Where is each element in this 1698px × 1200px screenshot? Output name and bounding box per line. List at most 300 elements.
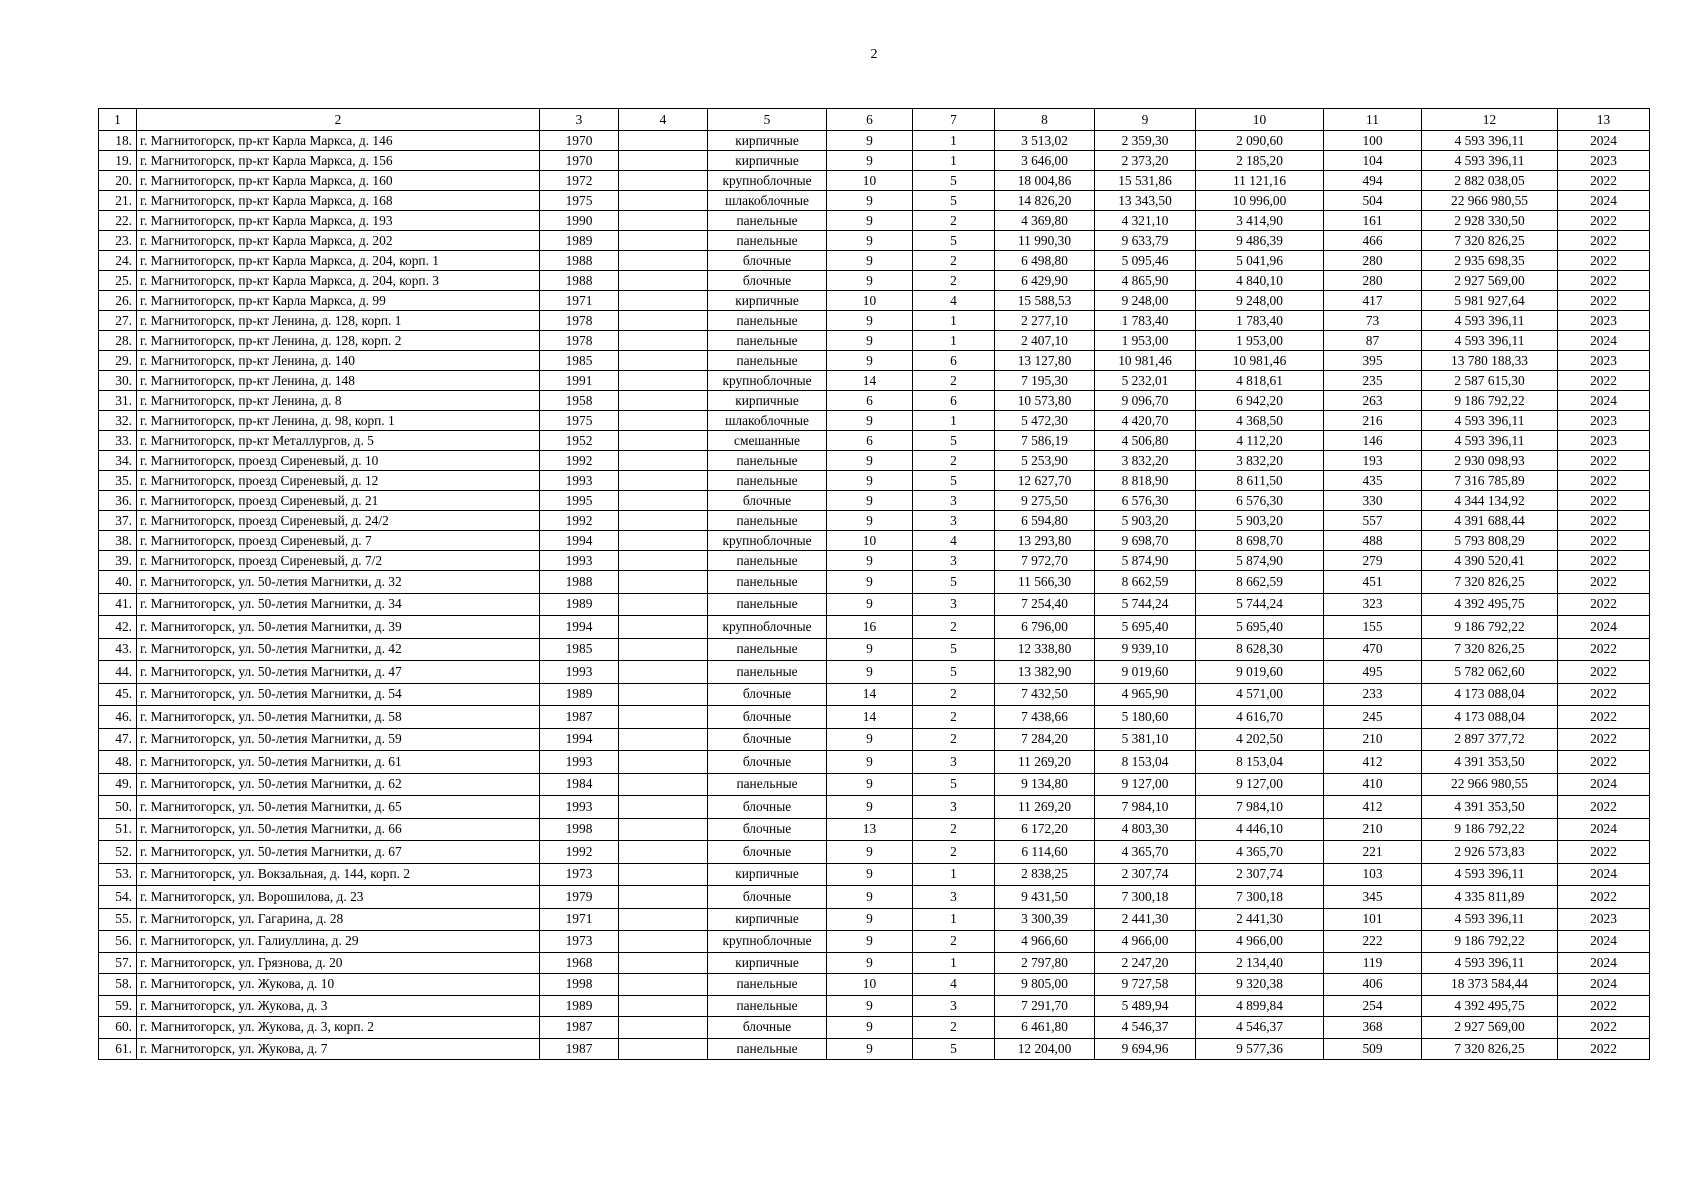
cell-residents: 470 bbox=[1324, 638, 1422, 661]
cell-entrances: 5 bbox=[913, 638, 995, 661]
cell-total-area: 7 284,20 bbox=[995, 728, 1095, 751]
cell-build-year: 1987 bbox=[540, 1017, 619, 1039]
cell-cost: 4 392 495,75 bbox=[1422, 995, 1558, 1017]
cell-wall-material: крупноблочные bbox=[708, 371, 827, 391]
cell-row-number: 55. bbox=[99, 908, 137, 931]
cell-cost: 2 927 569,00 bbox=[1422, 1017, 1558, 1039]
cell-total-area: 9 134,80 bbox=[995, 773, 1095, 796]
table-row bbox=[99, 471, 1650, 491]
cell-residents: 509 bbox=[1324, 1038, 1422, 1060]
cell-floors: 9 bbox=[827, 251, 913, 271]
cell-floors: 9 bbox=[827, 1017, 913, 1039]
table-row bbox=[99, 431, 1650, 451]
cell-address: г. Магнитогорск, пр-кт Карла Маркса, д. 156 bbox=[137, 151, 540, 171]
cell-build-year: 1992 bbox=[540, 511, 619, 531]
cell-cost: 18 373 584,44 bbox=[1422, 974, 1558, 996]
cell-repair-year: 2022 bbox=[1558, 661, 1650, 684]
cell-cost: 4 390 520,41 bbox=[1422, 551, 1558, 571]
cell-row-number: 26. bbox=[99, 291, 137, 311]
cell-address: г. Магнитогорск, ул. 50-летия Магнитки, д. 47 bbox=[137, 661, 540, 684]
cell-residents: 488 bbox=[1324, 531, 1422, 551]
cell-residents: 494 bbox=[1324, 171, 1422, 191]
cell-build-year: 1975 bbox=[540, 411, 619, 431]
cell-entrances: 4 bbox=[913, 291, 995, 311]
cell-cost: 22 966 980,55 bbox=[1422, 773, 1558, 796]
cell-floors: 9 bbox=[827, 191, 913, 211]
table-row bbox=[99, 706, 1650, 729]
cell-floors: 9 bbox=[827, 908, 913, 931]
cell-entrances: 1 bbox=[913, 311, 995, 331]
cell-area-col-9: 6 576,30 bbox=[1095, 491, 1196, 511]
cell-wall-material: крупноблочные bbox=[708, 616, 827, 639]
cell-wall-material: панельные bbox=[708, 661, 827, 684]
table-row bbox=[99, 231, 1650, 251]
cell-entrances: 5 bbox=[913, 431, 995, 451]
cell-col-4 bbox=[619, 952, 708, 974]
cell-col-4 bbox=[619, 773, 708, 796]
cell-wall-material: панельные bbox=[708, 638, 827, 661]
cell-entrances: 5 bbox=[913, 773, 995, 796]
cell-address: г. Магнитогорск, ул. Жукова, д. 7 bbox=[137, 1038, 540, 1060]
cell-area-col-9: 4 420,70 bbox=[1095, 411, 1196, 431]
cell-row-number: 44. bbox=[99, 661, 137, 684]
cell-cost: 9 186 792,22 bbox=[1422, 616, 1558, 639]
cell-row-number: 48. bbox=[99, 751, 137, 774]
column-header-address: 2 bbox=[137, 109, 540, 131]
table-row bbox=[99, 151, 1650, 171]
cell-area-col-9: 3 832,20 bbox=[1095, 451, 1196, 471]
table-row bbox=[99, 411, 1650, 431]
cell-area-col-9: 7 300,18 bbox=[1095, 886, 1196, 909]
cell-repair-year: 2022 bbox=[1558, 171, 1650, 191]
cell-row-number: 19. bbox=[99, 151, 137, 171]
cell-wall-material: панельные bbox=[708, 551, 827, 571]
cell-area-col-9: 9 939,10 bbox=[1095, 638, 1196, 661]
cell-entrances: 2 bbox=[913, 451, 995, 471]
cell-row-number: 28. bbox=[99, 331, 137, 351]
cell-wall-material: блочные bbox=[708, 728, 827, 751]
cell-build-year: 1989 bbox=[540, 231, 619, 251]
cell-cost: 2 587 615,30 bbox=[1422, 371, 1558, 391]
cell-area-col-10: 4 899,84 bbox=[1196, 995, 1324, 1017]
cell-area-col-10: 7 984,10 bbox=[1196, 796, 1324, 819]
cell-repair-year: 2024 bbox=[1558, 391, 1650, 411]
cell-floors: 13 bbox=[827, 818, 913, 841]
cell-row-number: 36. bbox=[99, 491, 137, 511]
cell-area-col-9: 9 698,70 bbox=[1095, 531, 1196, 551]
cell-wall-material: панельные bbox=[708, 471, 827, 491]
cell-cost: 2 927 569,00 bbox=[1422, 271, 1558, 291]
cell-cost: 4 593 396,11 bbox=[1422, 151, 1558, 171]
table-row bbox=[99, 571, 1650, 594]
cell-build-year: 1989 bbox=[540, 683, 619, 706]
cell-build-year: 1979 bbox=[540, 886, 619, 909]
cell-area-col-9: 2 359,30 bbox=[1095, 131, 1196, 151]
cell-floors: 10 bbox=[827, 171, 913, 191]
cell-col-4 bbox=[619, 171, 708, 191]
cell-floors: 14 bbox=[827, 683, 913, 706]
cell-col-4 bbox=[619, 271, 708, 291]
cell-residents: 368 bbox=[1324, 1017, 1422, 1039]
cell-area-col-9: 4 803,30 bbox=[1095, 818, 1196, 841]
cell-col-4 bbox=[619, 818, 708, 841]
cell-row-number: 27. bbox=[99, 311, 137, 331]
cell-col-4 bbox=[619, 974, 708, 996]
cell-entrances: 2 bbox=[913, 683, 995, 706]
cell-row-number: 49. bbox=[99, 773, 137, 796]
cell-residents: 412 bbox=[1324, 751, 1422, 774]
cell-wall-material: панельные bbox=[708, 511, 827, 531]
cell-area-col-10: 1 783,40 bbox=[1196, 311, 1324, 331]
cell-total-area: 18 004,86 bbox=[995, 171, 1095, 191]
cell-floors: 9 bbox=[827, 411, 913, 431]
cell-entrances: 3 bbox=[913, 995, 995, 1017]
housing-registry-table bbox=[98, 108, 1650, 1060]
cell-row-number: 60. bbox=[99, 1017, 137, 1039]
cell-repair-year: 2022 bbox=[1558, 271, 1650, 291]
cell-floors: 9 bbox=[827, 571, 913, 594]
cell-wall-material: кирпичные bbox=[708, 863, 827, 886]
cell-row-number: 47. bbox=[99, 728, 137, 751]
cell-wall-material: кирпичные bbox=[708, 151, 827, 171]
cell-cost: 4 593 396,11 bbox=[1422, 411, 1558, 431]
cell-area-col-9: 9 727,58 bbox=[1095, 974, 1196, 996]
cell-total-area: 6 429,90 bbox=[995, 271, 1095, 291]
cell-total-area: 11 269,20 bbox=[995, 796, 1095, 819]
cell-entrances: 2 bbox=[913, 251, 995, 271]
cell-cost: 7 316 785,89 bbox=[1422, 471, 1558, 491]
cell-total-area: 11 990,30 bbox=[995, 231, 1095, 251]
cell-col-4 bbox=[619, 571, 708, 594]
cell-floors: 9 bbox=[827, 728, 913, 751]
cell-floors: 9 bbox=[827, 952, 913, 974]
cell-floors: 9 bbox=[827, 931, 913, 953]
cell-repair-year: 2023 bbox=[1558, 431, 1650, 451]
cell-cost: 9 186 792,22 bbox=[1422, 391, 1558, 411]
cell-col-4 bbox=[619, 995, 708, 1017]
cell-floors: 16 bbox=[827, 616, 913, 639]
cell-entrances: 2 bbox=[913, 616, 995, 639]
cell-wall-material: панельные bbox=[708, 995, 827, 1017]
cell-total-area: 12 204,00 bbox=[995, 1038, 1095, 1060]
cell-repair-year: 2024 bbox=[1558, 863, 1650, 886]
cell-cost: 2 897 377,72 bbox=[1422, 728, 1558, 751]
cell-address: г. Магнитогорск, проезд Сиреневый, д. 10 bbox=[137, 451, 540, 471]
cell-col-4 bbox=[619, 531, 708, 551]
cell-residents: 100 bbox=[1324, 131, 1422, 151]
cell-col-4 bbox=[619, 551, 708, 571]
cell-address: г. Магнитогорск, проезд Сиреневый, д. 12 bbox=[137, 471, 540, 491]
cell-area-col-9: 9 127,00 bbox=[1095, 773, 1196, 796]
cell-row-number: 39. bbox=[99, 551, 137, 571]
cell-area-col-9: 5 489,94 bbox=[1095, 995, 1196, 1017]
cell-build-year: 1971 bbox=[540, 908, 619, 931]
cell-area-col-10: 4 966,00 bbox=[1196, 931, 1324, 953]
cell-entrances: 2 bbox=[913, 728, 995, 751]
cell-cost: 4 593 396,11 bbox=[1422, 431, 1558, 451]
cell-build-year: 1992 bbox=[540, 841, 619, 864]
cell-area-col-9: 5 903,20 bbox=[1095, 511, 1196, 531]
cell-area-col-10: 4 616,70 bbox=[1196, 706, 1324, 729]
cell-address: г. Магнитогорск, пр-кт Карла Маркса, д. 99 bbox=[137, 291, 540, 311]
cell-total-area: 6 114,60 bbox=[995, 841, 1095, 864]
cell-address: г. Магнитогорск, пр-кт Карла Маркса, д. 202 bbox=[137, 231, 540, 251]
cell-area-col-10: 4 365,70 bbox=[1196, 841, 1324, 864]
cell-floors: 9 bbox=[827, 451, 913, 471]
cell-row-number: 52. bbox=[99, 841, 137, 864]
cell-residents: 435 bbox=[1324, 471, 1422, 491]
cell-residents: 412 bbox=[1324, 796, 1422, 819]
cell-area-col-10: 8 628,30 bbox=[1196, 638, 1324, 661]
column-header-cost: 12 bbox=[1422, 109, 1558, 131]
cell-floors: 9 bbox=[827, 491, 913, 511]
cell-residents: 161 bbox=[1324, 211, 1422, 231]
cell-entrances: 4 bbox=[913, 531, 995, 551]
cell-total-area: 9 805,00 bbox=[995, 974, 1095, 996]
cell-wall-material: панельные bbox=[708, 571, 827, 594]
page-number: 2 bbox=[870, 47, 878, 62]
cell-area-col-10: 9 019,60 bbox=[1196, 661, 1324, 684]
cell-residents: 466 bbox=[1324, 231, 1422, 251]
cell-col-4 bbox=[619, 391, 708, 411]
cell-repair-year: 2024 bbox=[1558, 952, 1650, 974]
cell-col-4 bbox=[619, 886, 708, 909]
column-header-build-year: 3 bbox=[540, 109, 619, 131]
cell-area-col-10: 4 840,10 bbox=[1196, 271, 1324, 291]
table-row bbox=[99, 131, 1650, 151]
column-header-col-4: 4 bbox=[619, 109, 708, 131]
cell-cost: 2 882 038,05 bbox=[1422, 171, 1558, 191]
cell-row-number: 42. bbox=[99, 616, 137, 639]
cell-total-area: 7 438,66 bbox=[995, 706, 1095, 729]
cell-area-col-9: 5 695,40 bbox=[1095, 616, 1196, 639]
cell-area-col-10: 4 112,20 bbox=[1196, 431, 1324, 451]
cell-total-area: 13 382,90 bbox=[995, 661, 1095, 684]
cell-area-col-10: 9 577,36 bbox=[1196, 1038, 1324, 1060]
table-row bbox=[99, 391, 1650, 411]
cell-wall-material: блочные bbox=[708, 751, 827, 774]
cell-build-year: 1975 bbox=[540, 191, 619, 211]
cell-build-year: 1992 bbox=[540, 451, 619, 471]
cell-build-year: 1970 bbox=[540, 151, 619, 171]
cell-area-col-10: 8 153,04 bbox=[1196, 751, 1324, 774]
cell-entrances: 5 bbox=[913, 171, 995, 191]
cell-repair-year: 2022 bbox=[1558, 995, 1650, 1017]
cell-row-number: 46. bbox=[99, 706, 137, 729]
cell-floors: 9 bbox=[827, 311, 913, 331]
cell-col-4 bbox=[619, 706, 708, 729]
cell-area-col-9: 4 321,10 bbox=[1095, 211, 1196, 231]
cell-col-4 bbox=[619, 728, 708, 751]
cell-address: г. Магнитогорск, ул. 50-летия Магнитки, д. 34 bbox=[137, 593, 540, 616]
table-row bbox=[99, 863, 1650, 886]
cell-address: г. Магнитогорск, ул. 50-летия Магнитки, д. 39 bbox=[137, 616, 540, 639]
cell-floors: 9 bbox=[827, 131, 913, 151]
cell-area-col-9: 1 953,00 bbox=[1095, 331, 1196, 351]
cell-area-col-10: 2 307,74 bbox=[1196, 863, 1324, 886]
cell-residents: 395 bbox=[1324, 351, 1422, 371]
cell-address: г. Магнитогорск, ул. Ворошилова, д. 23 bbox=[137, 886, 540, 909]
column-header-residents: 11 bbox=[1324, 109, 1422, 131]
cell-total-area: 3 646,00 bbox=[995, 151, 1095, 171]
cell-row-number: 59. bbox=[99, 995, 137, 1017]
cell-address: г. Магнитогорск, проезд Сиреневый, д. 21 bbox=[137, 491, 540, 511]
cell-wall-material: блочные bbox=[708, 886, 827, 909]
cell-total-area: 3 300,39 bbox=[995, 908, 1095, 931]
cell-residents: 279 bbox=[1324, 551, 1422, 571]
cell-area-col-10: 2 134,40 bbox=[1196, 952, 1324, 974]
cell-row-number: 45. bbox=[99, 683, 137, 706]
cell-area-col-10: 9 127,00 bbox=[1196, 773, 1324, 796]
column-header-wall-material: 5 bbox=[708, 109, 827, 131]
cell-repair-year: 2022 bbox=[1558, 371, 1650, 391]
cell-total-area: 2 407,10 bbox=[995, 331, 1095, 351]
cell-total-area: 12 338,80 bbox=[995, 638, 1095, 661]
cell-repair-year: 2024 bbox=[1558, 331, 1650, 351]
cell-row-number: 21. bbox=[99, 191, 137, 211]
cell-row-number: 31. bbox=[99, 391, 137, 411]
cell-wall-material: смешанные bbox=[708, 431, 827, 451]
cell-area-col-9: 15 531,86 bbox=[1095, 171, 1196, 191]
cell-residents: 451 bbox=[1324, 571, 1422, 594]
cell-wall-material: панельные bbox=[708, 773, 827, 796]
cell-area-col-9: 5 232,01 bbox=[1095, 371, 1196, 391]
cell-entrances: 2 bbox=[913, 271, 995, 291]
cell-row-number: 50. bbox=[99, 796, 137, 819]
cell-wall-material: панельные bbox=[708, 593, 827, 616]
cell-cost: 7 320 826,25 bbox=[1422, 231, 1558, 251]
cell-total-area: 2 797,80 bbox=[995, 952, 1095, 974]
cell-total-area: 7 291,70 bbox=[995, 995, 1095, 1017]
table-row bbox=[99, 511, 1650, 531]
cell-total-area: 7 586,19 bbox=[995, 431, 1095, 451]
cell-entrances: 2 bbox=[913, 211, 995, 231]
cell-build-year: 1970 bbox=[540, 131, 619, 151]
cell-address: г. Магнитогорск, пр-кт Ленина, д. 98, корп. 1 bbox=[137, 411, 540, 431]
cell-entrances: 3 bbox=[913, 511, 995, 531]
cell-wall-material: блочные bbox=[708, 251, 827, 271]
cell-area-col-10: 2 441,30 bbox=[1196, 908, 1324, 931]
cell-cost: 4 593 396,11 bbox=[1422, 908, 1558, 931]
table-row bbox=[99, 1038, 1650, 1060]
cell-repair-year: 2024 bbox=[1558, 131, 1650, 151]
cell-entrances: 5 bbox=[913, 231, 995, 251]
cell-repair-year: 2022 bbox=[1558, 638, 1650, 661]
cell-build-year: 1985 bbox=[540, 638, 619, 661]
cell-total-area: 13 293,80 bbox=[995, 531, 1095, 551]
cell-area-col-10: 3 414,90 bbox=[1196, 211, 1324, 231]
cell-col-4 bbox=[619, 661, 708, 684]
cell-wall-material: панельные bbox=[708, 211, 827, 231]
cell-floors: 6 bbox=[827, 391, 913, 411]
cell-residents: 254 bbox=[1324, 995, 1422, 1017]
cell-address: г. Магнитогорск, ул. 50-летия Магнитки, д. 61 bbox=[137, 751, 540, 774]
cell-area-col-9: 5 874,90 bbox=[1095, 551, 1196, 571]
cell-floors: 9 bbox=[827, 886, 913, 909]
cell-row-number: 34. bbox=[99, 451, 137, 471]
cell-row-number: 57. bbox=[99, 952, 137, 974]
table-row bbox=[99, 491, 1650, 511]
cell-area-col-10: 4 571,00 bbox=[1196, 683, 1324, 706]
cell-cost: 4 593 396,11 bbox=[1422, 863, 1558, 886]
cell-address: г. Магнитогорск, пр-кт Ленина, д. 148 bbox=[137, 371, 540, 391]
cell-wall-material: блочные bbox=[708, 271, 827, 291]
cell-total-area: 9 275,50 bbox=[995, 491, 1095, 511]
cell-area-col-9: 10 981,46 bbox=[1095, 351, 1196, 371]
cell-address: г. Магнитогорск, пр-кт Карла Маркса, д. 146 bbox=[137, 131, 540, 151]
cell-col-4 bbox=[619, 1017, 708, 1039]
cell-cost: 2 930 098,93 bbox=[1422, 451, 1558, 471]
cell-row-number: 29. bbox=[99, 351, 137, 371]
cell-total-area: 6 172,20 bbox=[995, 818, 1095, 841]
cell-floors: 9 bbox=[827, 551, 913, 571]
cell-col-4 bbox=[619, 191, 708, 211]
cell-cost: 9 186 792,22 bbox=[1422, 931, 1558, 953]
cell-wall-material: блочные bbox=[708, 706, 827, 729]
cell-residents: 87 bbox=[1324, 331, 1422, 351]
cell-repair-year: 2022 bbox=[1558, 231, 1650, 251]
table-row bbox=[99, 371, 1650, 391]
column-number-row bbox=[99, 109, 1650, 131]
cell-residents: 406 bbox=[1324, 974, 1422, 996]
cell-floors: 10 bbox=[827, 531, 913, 551]
cell-wall-material: шлакоблочные bbox=[708, 191, 827, 211]
cell-row-number: 41. bbox=[99, 593, 137, 616]
table-row bbox=[99, 841, 1650, 864]
table-row bbox=[99, 995, 1650, 1017]
cell-col-4 bbox=[619, 291, 708, 311]
cell-entrances: 1 bbox=[913, 863, 995, 886]
cell-build-year: 1993 bbox=[540, 796, 619, 819]
cell-repair-year: 2022 bbox=[1558, 1017, 1650, 1039]
cell-build-year: 1998 bbox=[540, 818, 619, 841]
cell-entrances: 5 bbox=[913, 661, 995, 684]
cell-col-4 bbox=[619, 1038, 708, 1060]
cell-entrances: 3 bbox=[913, 491, 995, 511]
cell-floors: 9 bbox=[827, 751, 913, 774]
cell-entrances: 2 bbox=[913, 841, 995, 864]
column-header-total-area: 8 bbox=[995, 109, 1095, 131]
cell-area-col-9: 2 441,30 bbox=[1095, 908, 1196, 931]
column-header-entrances: 7 bbox=[913, 109, 995, 131]
cell-repair-year: 2024 bbox=[1558, 191, 1650, 211]
cell-wall-material: блочные bbox=[708, 1017, 827, 1039]
cell-area-col-9: 2 373,20 bbox=[1095, 151, 1196, 171]
cell-area-col-10: 9 320,38 bbox=[1196, 974, 1324, 996]
cell-floors: 9 bbox=[827, 231, 913, 251]
cell-entrances: 2 bbox=[913, 818, 995, 841]
cell-area-col-10: 4 368,50 bbox=[1196, 411, 1324, 431]
cell-wall-material: блочные bbox=[708, 818, 827, 841]
cell-entrances: 6 bbox=[913, 351, 995, 371]
cell-repair-year: 2024 bbox=[1558, 773, 1650, 796]
cell-wall-material: кирпичные bbox=[708, 131, 827, 151]
cell-area-col-10: 5 744,24 bbox=[1196, 593, 1324, 616]
cell-cost: 5 981 927,64 bbox=[1422, 291, 1558, 311]
cell-address: г. Магнитогорск, ул. 50-летия Магнитки, д. 59 bbox=[137, 728, 540, 751]
cell-entrances: 5 bbox=[913, 1038, 995, 1060]
cell-build-year: 1971 bbox=[540, 291, 619, 311]
cell-total-area: 10 573,80 bbox=[995, 391, 1095, 411]
table-row bbox=[99, 593, 1650, 616]
cell-residents: 193 bbox=[1324, 451, 1422, 471]
cell-col-4 bbox=[619, 311, 708, 331]
cell-total-area: 14 826,20 bbox=[995, 191, 1095, 211]
cell-repair-year: 2022 bbox=[1558, 571, 1650, 594]
cell-address: г. Магнитогорск, ул. 50-летия Магнитки, д. 62 bbox=[137, 773, 540, 796]
cell-residents: 495 bbox=[1324, 661, 1422, 684]
cell-row-number: 58. bbox=[99, 974, 137, 996]
